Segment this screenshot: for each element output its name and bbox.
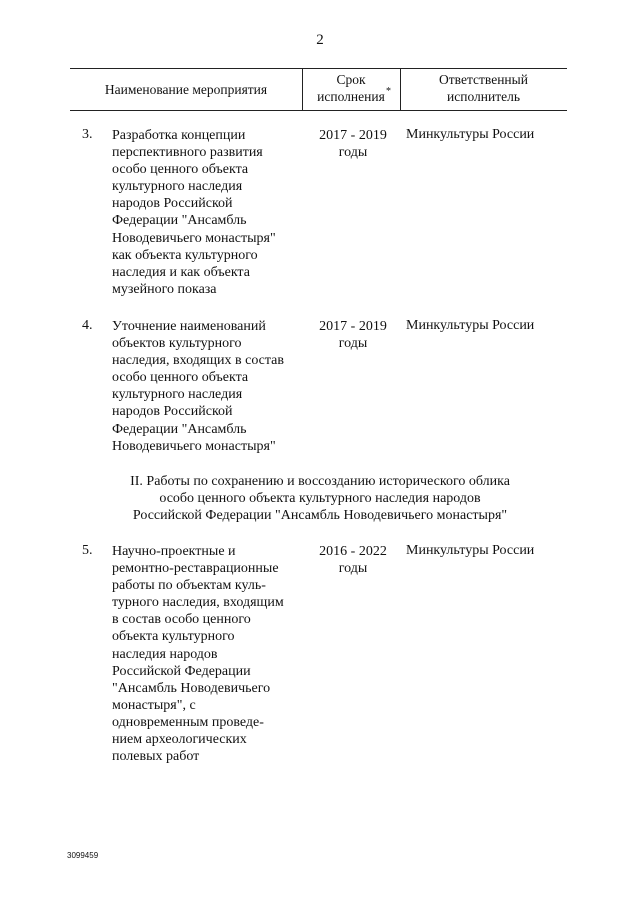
row-term: 2016 - 2022 годы bbox=[319, 544, 387, 577]
document-id: 3099459 bbox=[67, 851, 99, 860]
row-responsible: Минкультуры России bbox=[406, 543, 535, 558]
row-responsible: Минкультуры России bbox=[406, 318, 535, 333]
row-term: 2017 - 2019 годы bbox=[319, 319, 387, 352]
header-responsible-column: Ответственный исполнитель bbox=[439, 72, 528, 104]
header-name-column: Наименование мероприятия bbox=[104, 82, 268, 97]
row-responsible: Минкультуры России bbox=[406, 127, 535, 142]
row-name: Научно-проектные и ремонтно-реставрационные работы по объектам куль- турного наследия, входящим в состав особо ценного объекта культурного наследия народов Российской Федерации "Ансамбль Новодевичьего монастыря", с одновременным проведе- нием археологических полевых работ bbox=[112, 544, 284, 765]
row-number: 5. bbox=[82, 543, 93, 558]
header-bottom-rule bbox=[70, 110, 567, 111]
row-name: Уточнение наименований объектов культурного наследия, входящих в состав особо ценного объекта культурного наследия народов Российской Федерации "Ансамбль Новодевичьего монастыря" bbox=[112, 319, 284, 454]
header-term-mark: * bbox=[386, 86, 391, 97]
row-name: Разработка концепции перспективного развития особо ценного объекта культурного наследия народов Российской Федерации "Ансамбль Новодевичьего монастыря" как объекта культурного наследия и как объекта музейного показа bbox=[112, 128, 276, 297]
row-number: 4. bbox=[82, 318, 93, 333]
section-title: II. Работы по сохранению и воссозданию исторического облика особо ценного объекта культурного наследия народов Российской Федерации "Ансамбль Новодевичьего монастыря" bbox=[130, 474, 510, 524]
page-number: 2 bbox=[316, 32, 324, 48]
row-term: 2017 - 2019 годы bbox=[319, 128, 387, 161]
header-term-column: Срок исполнения bbox=[317, 72, 385, 104]
header-top-rule bbox=[70, 68, 567, 69]
row-number: 3. bbox=[82, 127, 93, 142]
